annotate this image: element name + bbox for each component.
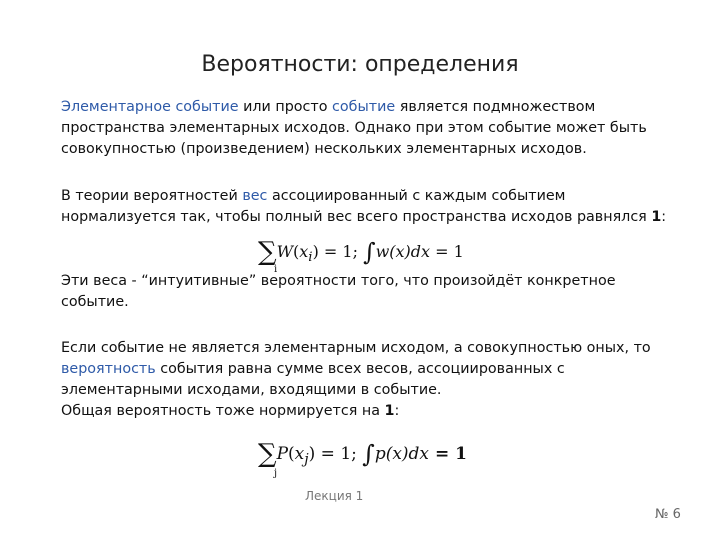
formula2-eq2: = 1: [429, 444, 467, 464]
footer-lecture: Лекция 1: [305, 489, 364, 503]
sum-index: i: [274, 264, 278, 275]
paragraph-elementary-event: [61, 97, 671, 160]
weight-arg-sub: i: [308, 250, 313, 266]
p4-text-1: Если событие не является элементарным исходом, а совокупностью оных, то: [61, 340, 651, 356]
paragraph-normalization: [61, 401, 671, 422]
p4-text-3: события равна сумме всех весов, ассоциированных с элементарными исходами, входящими в событие.: [61, 361, 565, 398]
p2-text-3: ассоциированный с каждым событием нормализуется так, чтобы полный вес всего пространства исходов равнялся: [61, 188, 652, 225]
term-event: событие: [332, 99, 396, 115]
formula-weight-normalization: ∑ i $W(x_i) = 1$; ∫w(x)dx = 1: [258, 237, 464, 275]
weight-function: W: [276, 242, 294, 261]
paragraph-weight: [61, 186, 671, 228]
paragraph-intuitive: Эти веса - “интуитивные” вероятности того, что произойдёт конкретное событие.: [61, 273, 616, 310]
sum-index: j: [274, 468, 278, 479]
sum-symbol: ∑: [258, 237, 277, 267]
integral-symbol: ∫: [363, 238, 376, 266]
formula1-eq2: = 1: [430, 242, 464, 261]
p2-text-1: В теории вероятностей: [61, 188, 243, 204]
probability-function: P: [276, 444, 289, 464]
paragraph-probability: [61, 338, 671, 401]
p1-text-4: является подмножеством пространства элементарных исходов. Однако при этом событие может быть совокупностью (произведением) нескольких элементарных исходов.: [61, 99, 647, 157]
term-elementary-event: Элементарное событие: [61, 99, 239, 115]
term-probability: вероятность: [61, 361, 156, 377]
p5-number-one: 1: [384, 403, 395, 419]
formula2-eq1: = 1;: [315, 444, 357, 464]
slide-title: Вероятности: определения: [201, 52, 519, 77]
sum-symbol: ∑: [258, 439, 277, 469]
integral-symbol: ∫: [362, 440, 375, 468]
p2-number-one: 1: [651, 209, 662, 225]
formula-probability-normalization: ∑ j $P(x_j) = 1$; ∫p(x)dx = 1: [258, 439, 467, 479]
p5-text-3: :: [394, 403, 400, 419]
p5-text-1: Общая вероятность тоже нормируется на: [61, 403, 385, 419]
probability-arg-sub: j: [304, 451, 309, 468]
weight-arg: x: [299, 242, 309, 261]
probability-arg: x: [294, 444, 305, 464]
formula1-eq1: = 1;: [318, 242, 358, 261]
term-weight: вес: [242, 188, 268, 204]
formula2-integrand: p(x)dx: [374, 444, 430, 464]
p1-text-2: или просто: [238, 99, 333, 115]
formula1-integrand: w(x)dx: [375, 242, 431, 261]
page-number: № 6: [655, 507, 681, 522]
p2-text-5: :: [661, 209, 667, 225]
